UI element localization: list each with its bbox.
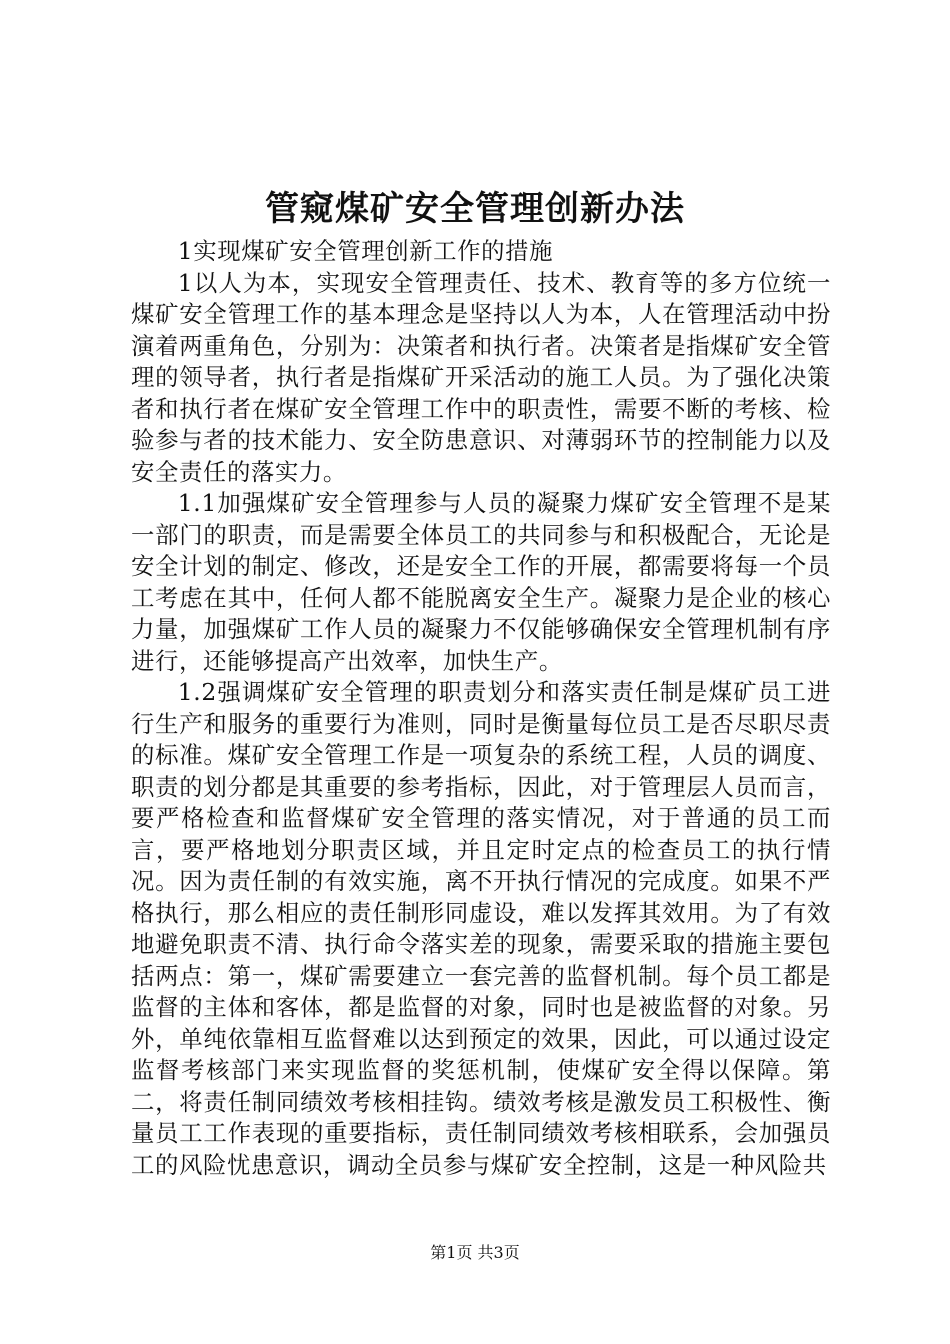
body-paragraph: 1以人为本，实现安全管理责任、技术、教育等的多方位统一煤矿安全管理工作的基本理念是坚持以人为本，人在管理活动中扮演着两重角色，分别为：决策者和执行者。决策者是指煤矿安全管理的领导者，执行者是指煤矿开采活动的施工人员。为了强化决策者和执行者在煤矿安全管理工作中的职责性，需要不断的考核、检验参与者的技术能力、安全防患意识、对薄弱环节的控制能力以及安全责任的落实力。	[131, 268, 831, 486]
document-title: 管窥煤矿安全管理创新办法	[265, 189, 685, 229]
page-footer: 第1页 共3页	[430, 1243, 520, 1262]
document-body	[131, 236, 831, 1181]
body-paragraph: 1.2强调煤矿安全管理的职责划分和落实责任制是煤矿员工进行生产和服务的重要行为准则，同时是衡量每位员工是否尽职尽责的标准。煤矿安全管理工作是一项复杂的系统工程，人员的调度、职责的划分都是其重要的参考指标，因此，对于管理层人员而言，要严格检查和监督煤矿安全管理的落实情况，对于普通的员工而言，要严格地划分职责区域，并且定时定点的检查员工的执行情况。因为责任制的有效实施，离不开执行情况的完成度。如果不严格执行，那么相应的责任制形同虚设，难以发挥其效用。为了有效地避免职责不清、执行命令落实差的现象，需要采取的措施主要包括两点：第一，煤矿需要建立一套完善的监督机制。每个员工都是监督的主体和客体，都是监督的对象，同时也是被监督的对象。另外，单纯依靠相互监督难以达到预定的效果，因此，可以通过设定监督考核部门来实现监督的奖惩机制，使煤矿安全得以保障。第二，将责任制同绩效考核相挂钩。绩效考核是激发员工积极性、衡量员工工作表现的重要指标，责任制同绩效考核相联系，会加强员工的风险忧患意识，调动全员参与煤矿安全控制，这是一种风险共	[131, 678, 831, 1179]
body-paragraph: 1.1加强煤矿安全管理参与人员的凝聚力煤矿安全管理不是某一部门的职责，而是需要全体员工的共同参与和积极配合，无论是安全计划的制定、修改，还是安全工作的开展，都需要将每一个员工考虑在其中，任何人都不能脱离安全生产。凝聚力是企业的核心力量，加强煤矿工作人员的凝聚力不仅能够确保安全管理机制有序进行，还能够提高产出效率，加快生产。	[131, 489, 831, 675]
section-heading: 1实现煤矿安全管理创新工作的措施	[177, 237, 554, 265]
